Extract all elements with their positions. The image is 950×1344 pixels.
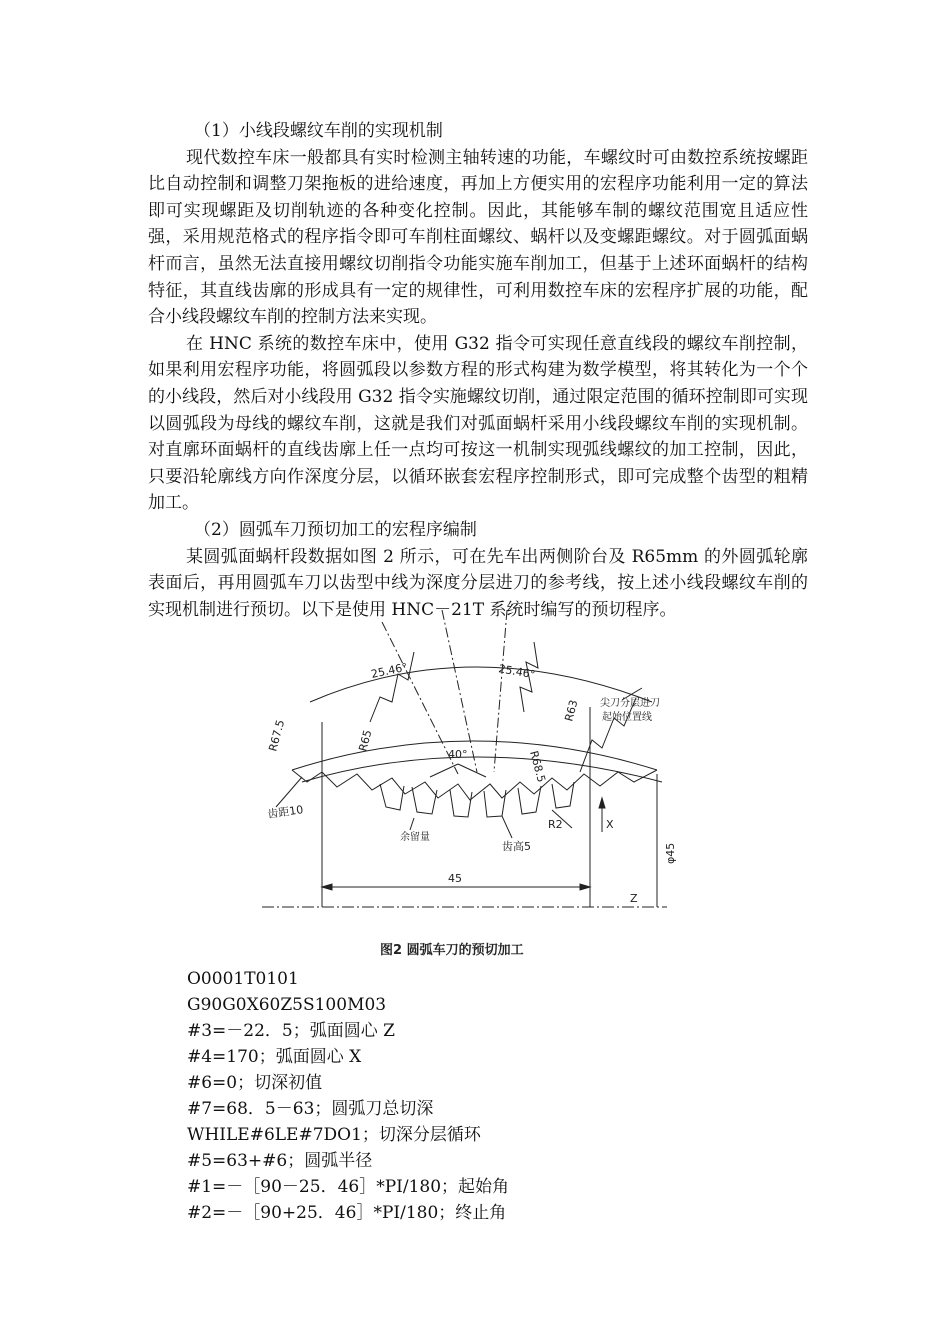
label-angle-40: 40° [448,748,468,761]
feed-line-tool [580,698,636,772]
tooth-profile [292,770,657,800]
label-r68-5: R68.5 [527,749,548,784]
cutter-slot-2 [450,790,472,817]
section1-paragraph-2: 在 HNC 系统的数控车床中，使用 G32 指令可实现任意直线段的螺纹车削控制，如果利用宏程序功能，将圆弧段以参数方程的形式构建为数学模型，将其转化为一个个的小线段，然后对小线段用 G32 指令实施螺纹切削，通过限定范围的循环控制即可实现以圆弧段为母线的螺纹车削，这就是我们对弧面蜗杆采用小线段螺纹车削的实现机制。对直廓环面蜗杆的直线齿廓上任一点均可按这一机制实现弧线螺纹的加工控制，因此，只要沿轮廓线方向作深度分层，以循环嵌套宏程序控制形式，即可完成整个齿型的粗精加工。 [148,333,808,514]
code-line: #3=－22．5；弧面圆心 Z [187,1021,395,1041]
label-dim-45: 45 [448,872,462,885]
code-line: #5=63+#6；圆弧半径 [187,1151,373,1171]
code-line: #7=68．5－63；圆弧刀总切深 [187,1099,434,1119]
axis-x-arrow [599,798,605,808]
figure-caption: 图2 圆弧车刀的预切加工 [380,943,524,958]
code-line: #6=0；切深初值 [187,1073,323,1093]
label-r2: R2 [548,818,563,831]
label-allowance: 余留量 [400,832,430,843]
cutter-slot-3 [484,790,506,817]
code-line: #1=－［90－25．46］*PI/180；起始角 [187,1177,510,1197]
label-angle-right: 25.46° [497,662,537,682]
section1-heading: （1）小线段螺纹车削的实现机制 [194,121,443,141]
section2-heading: （2）圆弧车刀预切加工的宏程序编制 [194,519,477,540]
code-line: G90G0X60Z5S100M03 [187,995,387,1015]
dim-arrow-right [580,884,590,890]
label-axis-z: Z [630,892,638,905]
code-line: #2=－［90+25．46］*PI/180；终止角 [187,1203,507,1223]
angle-40-arc [430,764,458,777]
arc-root [302,757,662,782]
section2-paragraph-1: 某圆弧面蜗杆段数据如图 2 所示，可在先车出两侧阶台及 R65mm 的外圆弧轮廓表面后，再用圆弧车刀以齿型中线为深度分层进刀的参考线，按上述小线段螺纹车削的实现机制进行预切。以下是使用 HNC－21T 系统时编写的预切程序。 [148,546,808,620]
angle-40-arc-right [458,764,486,777]
leader-tooth-height [502,816,512,838]
arc-r65-outer [310,667,652,702]
label-axis-x: X [606,818,614,831]
center-line-left [382,622,458,774]
cutter-slot-1 [412,787,437,814]
dim-arrow-left [322,884,332,890]
label-r65: R65 [356,728,375,753]
label-pitch: 齿距10 [266,803,305,821]
center-line-right [494,610,507,772]
label-tool-note-2: 起始位置线 [602,712,652,723]
label-dia-45: φ45 [664,842,677,864]
label-r67-5: R67.5 [266,718,288,753]
code-line: WHILE#6LE#7DO1；切深分层循环 [187,1125,481,1145]
label-r63: R63 [562,698,581,723]
worm-diagram-svg [262,602,698,966]
figure-2-worm-cutting-diagram [262,602,698,966]
feed-line-left [370,652,414,722]
label-angle-left: 25.46° [369,660,409,681]
macro-program-listing [187,966,787,1226]
leader-pitch [276,777,302,807]
body-text [148,118,808,623]
arc-r67-5 [292,741,657,770]
code-line: #4=170；弧面圆心 X [187,1047,362,1067]
section1-paragraph-1: 现代数控车床一般都具有实时检测主轴转速的功能，车螺纹时可由数控系统按螺距比自动控制和调整刀架拖板的进给速度，再加上方便实用的宏程序功能利用一定的算法即可实现螺距及切削轨迹的各种变化控制。因此，其能够车制的螺纹范围宽且适应性强，采用规范格式的程序指令即可车削柱面螺纹、蜗杆以及变螺距螺纹。对于圆弧面蜗杆而言，虽然无法直接用螺纹切削指令功能实施车削加工，但基于上述环面蜗杆的结构特征，其直线齿廓的形成具有一定的规律性，可利用数控车床的宏程序扩展的功能，配合小线段螺纹车削的控制方法来实现。 [148,147,808,328]
code-line: O0001T0101 [187,969,299,989]
label-tool-note-1: 尖刀分层进刀 [600,698,660,709]
leader-allowance [410,818,414,830]
label-tooth-height: 齿高5 [502,840,531,853]
